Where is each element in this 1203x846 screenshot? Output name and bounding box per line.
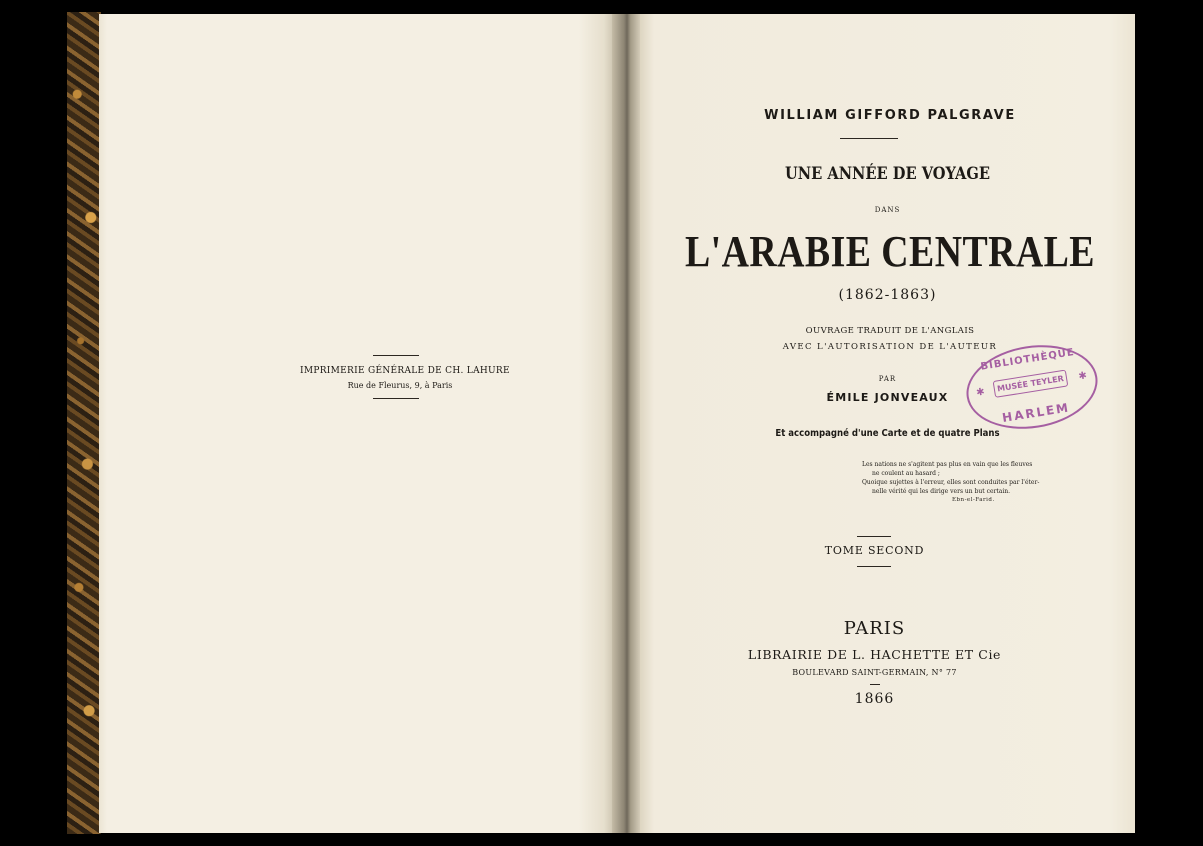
printer-rule-top <box>373 355 419 356</box>
title-line-1: UNE ANNÉE DE VOYAGE <box>784 164 991 184</box>
right-page <box>640 14 1135 833</box>
epigraph-line-4: nelle vérité qui les dirige vers un but certain. <box>872 488 1011 495</box>
translated-line-2: AVEC L'AUTORISATION DE L'AUTEUR <box>782 342 998 352</box>
imprint-rule <box>870 684 880 685</box>
marbled-cover-edge <box>67 12 101 834</box>
translated-line-1: OUVRAGE TRADUIT DE L'ANGLAIS <box>805 326 975 336</box>
stamp-top-text: BIBLIOTHÈQUE <box>979 346 1076 373</box>
title-dans: DANS <box>874 206 901 214</box>
imprint-city: PARIS <box>843 618 906 639</box>
maps-note: Et accompagné d'une Carte et de quatre Plans <box>775 428 1000 439</box>
author-rule <box>840 138 898 139</box>
stamp-middle-text: MUSÉE TEYLER <box>993 370 1069 398</box>
imprint-address: BOULEVARD SAINT-GERMAIN, N° 77 <box>792 668 957 677</box>
stamp-star-left-icon: ✱ <box>975 386 986 399</box>
author-name: WILLIAM GIFFORD PALGRAVE <box>764 108 1016 123</box>
stamp-bottom-text: HARLEM <box>1001 400 1071 425</box>
main-title: L'ARABIE CENTRALE <box>685 227 1095 276</box>
book-gutter <box>612 14 642 833</box>
title-dates: (1862-1863) <box>838 287 937 303</box>
translator-name: ÉMILE JONVEAUX <box>826 391 949 404</box>
stamp-star-right-icon: ✱ <box>1077 370 1088 383</box>
imprint-year: 1866 <box>854 691 895 707</box>
epigraph-source: Ebn-el-Farid. <box>952 497 995 503</box>
epigraph-line-1: Les nations ne s'agitent pas plus en vain que les fleuves <box>862 461 1033 468</box>
epigraph-line-3: Quoique sujettes à l'erreur, elles sont conduites par l'éter- <box>862 479 1040 486</box>
imprint-publisher: LIBRAIRIE DE L. HACHETTE ET Cie <box>747 647 1002 662</box>
volume-label: TOME SECOND <box>824 544 925 557</box>
epigraph-line-2: ne coulent au hasard ; <box>872 470 940 477</box>
left-page <box>99 14 615 833</box>
printer-name: IMPRIMERIE GÉNÉRALE DE CH. LAHURE <box>300 366 510 376</box>
volume-rule-top <box>857 536 891 537</box>
volume-rule-bottom <box>857 566 891 567</box>
printer-address: Rue de Fleurus, 9, à Paris <box>347 381 453 390</box>
printer-rule-bottom <box>373 398 419 399</box>
par-label: PAR <box>878 375 897 383</box>
